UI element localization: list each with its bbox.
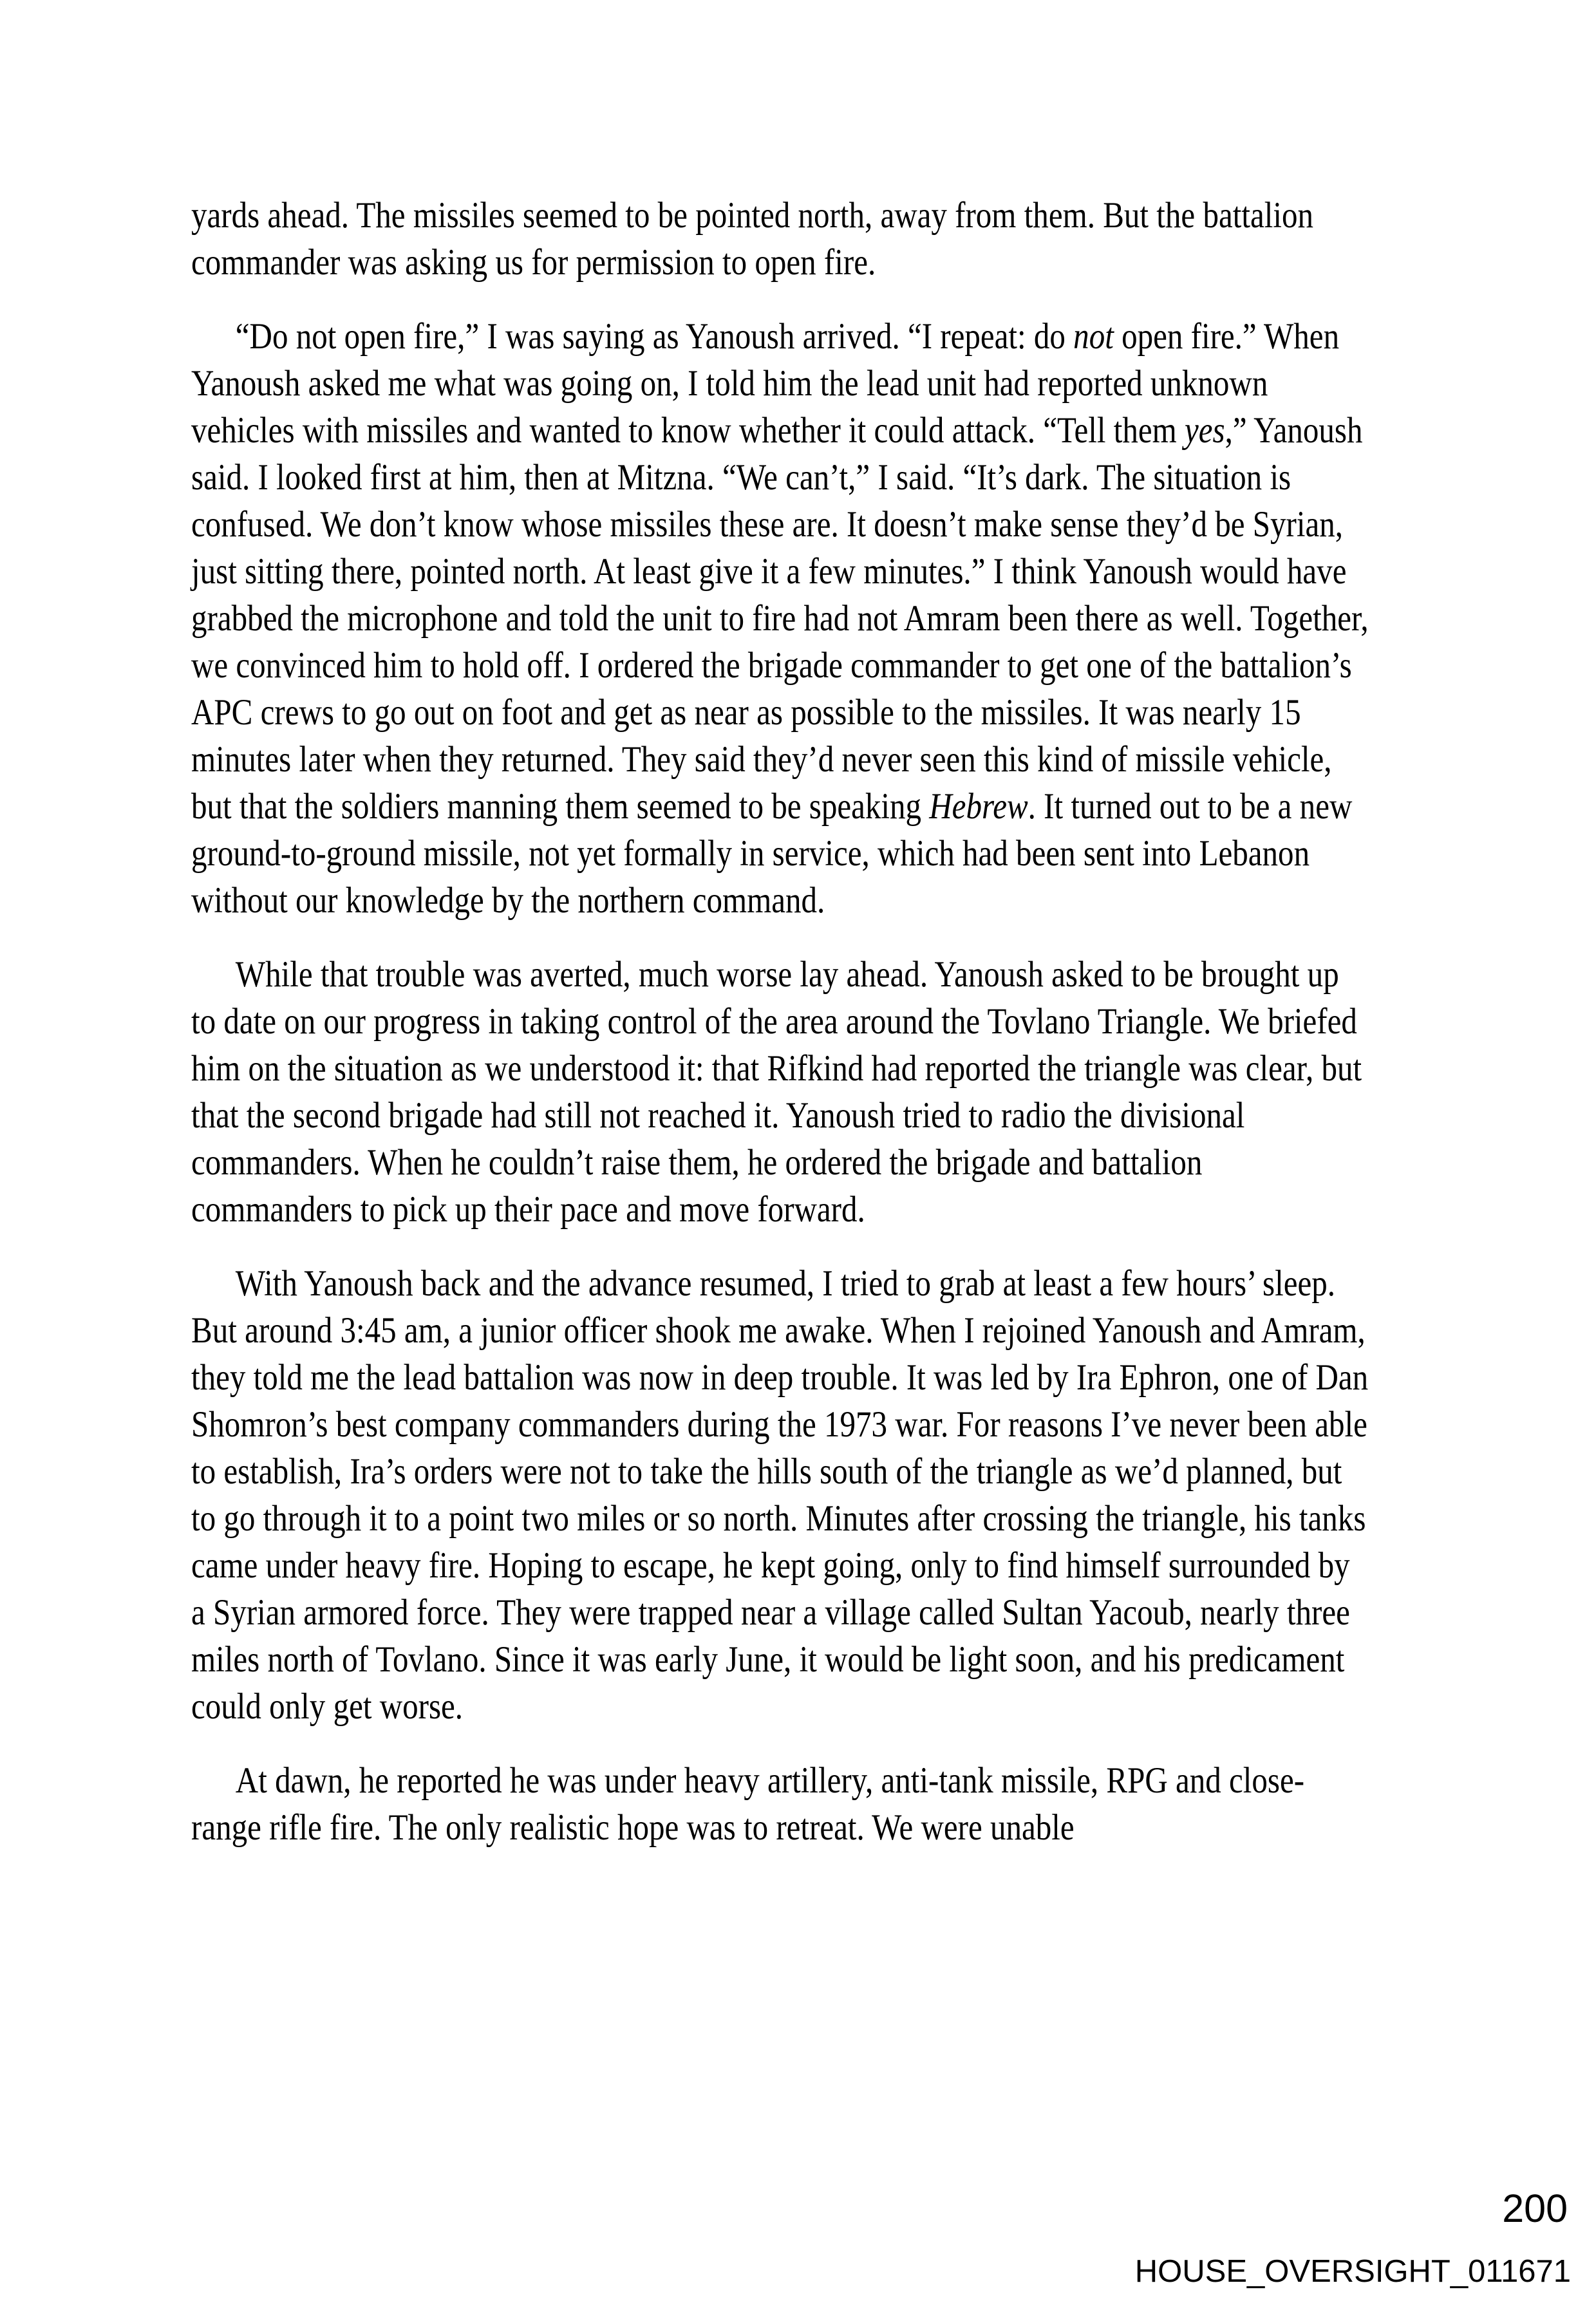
paragraph [191, 313, 1369, 924]
text-segment: yards ahead. The missiles seemed to be pointed north, away from them. But the battalion commander was asking us for permission to open fire. [191, 195, 1313, 283]
text-segment: “Do not open fire,” I was saying as Yanoush arrived. “I repeat: do [235, 316, 1074, 357]
text-segment: ,” Yanoush said. I looked first at him, then at Mitzna. “We can’t,” I said. “It’s dark. The situation is confused. We don’t know whose missiles these are. It doesn’t make sense they’d be Syrian, just sitting there, pointed north. At least give it a few minutes.” I think Yanoush would have grabbed the microphone and told the unit to fire had not Amram been there as well. Together, we convinced him to hold off. I ordered the brigade commander to get one of the battalion’s APC crews to go out on foot and get as near as possible to the missiles. It was nearly 15 minutes later when they returned. They said they’d never seen this kind of missile vehicle, but that the soldiers manning them seemed to be speaking [191, 410, 1369, 827]
text-segment: . It turned out to be a new ground-to-ground missile, not yet formally in service, which had been sent into Lebanon without our knowledge by the northern command. [191, 786, 1353, 921]
page-number: 200 [1502, 2186, 1568, 2230]
body-text [191, 192, 1369, 1878]
paragraph [191, 951, 1369, 1233]
text-segment: With Yanoush back and the advance resumed, I tried to grab at least a few hours’ sleep. But around 3:45 am, a junior officer shook me awake. When I rejoined Yanoush and Amram, they told me the lead battalion was now in deep trouble. It was led by Ira Ephron, one of Dan Shomron’s best company commanders during the 1973 war. For reasons I’ve never been able to establish, Ira’s orders were not to take the hills south of the triangle as we’d planned, but to go through it to a point two miles or so north. Minutes after crossing the triangle, his tanks came under heavy fire. Hoping to escape, he kept going, only to find himself surrounded by a Syrian armored force. They were trapped near a village called Sultan Yacoub, nearly three miles north of Tovlano. Since it was early June, it would be light soon, and his predicament could only get worse. [191, 1263, 1369, 1727]
text-segment: While that trouble was averted, much worse lay ahead. Yanoush asked to be brought up to date on our progress in taking control of the area around the Tovlano Triangle. We briefed him on the situation as we understood it: that Rifkind had reported the triangle was clear, but that the second brigade had still not reached it. Yanoush tried to radio the divisional commanders. When he couldn’t raise them, he ordered the brigade and battalion commanders to pick up their pace and move forward. [191, 954, 1362, 1230]
paragraph [191, 192, 1369, 286]
italic-text-segment: Hebrew [929, 786, 1028, 827]
italic-text-segment: yes [1185, 410, 1225, 451]
text-segment: At dawn, he reported he was under heavy artillery, anti-tank missile, RPG and close-range rifle fire. The only realistic hope was to retreat. We were unable [191, 1760, 1305, 1848]
paragraph [191, 1260, 1369, 1730]
italic-text-segment: not [1073, 316, 1114, 357]
bates-stamp: HOUSE_OVERSIGHT_011671 [1134, 2254, 1571, 2289]
paragraph [191, 1757, 1369, 1851]
text-segment: open fire.” When Yanoush asked me what was going on, I told him the lead unit had reported unknown vehicles with missiles and wanted to know whether it could attack. “Tell them [191, 316, 1340, 451]
